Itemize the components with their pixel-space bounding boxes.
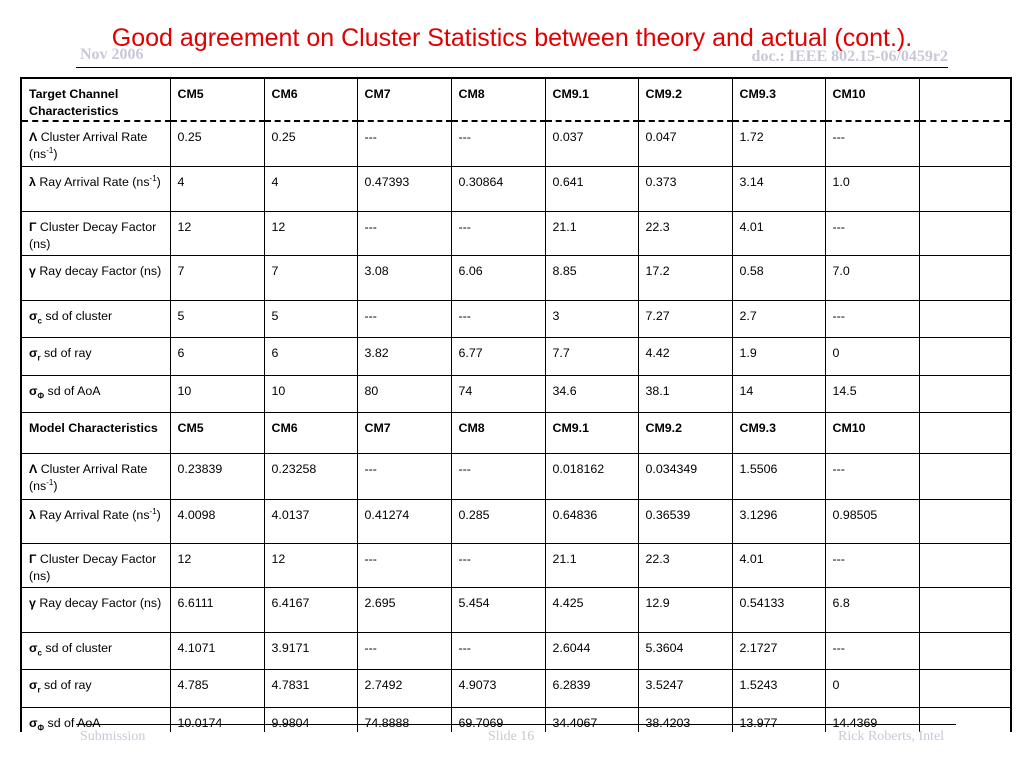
value-cell: 22.3 [638, 211, 732, 255]
value-cell: 5.3604 [638, 632, 732, 669]
value-cell: 74 [451, 375, 545, 412]
column-header-cell: CM9.3 [732, 78, 825, 121]
parameter-label: sd of AoA [44, 383, 101, 398]
column-header-cell: CM8 [451, 78, 545, 121]
parameter-symbol: Γ [29, 551, 37, 566]
value-cell: 17.2 [638, 255, 732, 300]
value-cell: 12 [264, 543, 357, 587]
value-cell: --- [357, 453, 451, 499]
value-cell: 0 [825, 337, 919, 375]
value-cell: 5 [264, 300, 357, 337]
table-row [21, 211, 1011, 255]
value-cell: 12 [170, 211, 264, 255]
value-cell: --- [451, 543, 545, 587]
parameter-symbol: σ [29, 308, 38, 323]
value-cell: 22.3 [638, 543, 732, 587]
row-label-cell [21, 211, 170, 255]
value-cell: 7.0 [825, 255, 919, 300]
value-cell: 0.41274 [357, 499, 451, 543]
value-cell: 9.9804 [264, 707, 357, 732]
row-label-cell [21, 707, 170, 732]
value-cell: --- [357, 121, 451, 166]
value-cell [919, 121, 1011, 166]
value-cell: --- [357, 211, 451, 255]
value-cell: 0.037 [545, 121, 638, 166]
value-cell: 0.373 [638, 166, 732, 211]
value-cell: 14 [732, 375, 825, 412]
value-cell: 14.4369 [825, 707, 919, 732]
row-label-cell [21, 669, 170, 707]
footer-author: Rick Roberts, Intel [838, 729, 945, 744]
column-header-cell: CM10 [825, 412, 919, 453]
parameter-subscript: Φ [37, 722, 45, 732]
value-cell: 5 [170, 300, 264, 337]
value-cell: 4.42 [638, 337, 732, 375]
parameter-subscript: c [37, 647, 42, 657]
value-cell: 4.425 [545, 587, 638, 632]
unit-close: ) [156, 174, 161, 189]
value-cell: 10 [170, 375, 264, 412]
row-label-cell [21, 453, 170, 499]
value-cell: 69.7069 [451, 707, 545, 732]
parameter-subscript: r [37, 684, 41, 694]
value-cell: --- [357, 543, 451, 587]
value-cell: 6.4167 [264, 587, 357, 632]
value-cell: 7.7 [545, 337, 638, 375]
value-cell: 0.98505 [825, 499, 919, 543]
parameter-subscript: c [37, 315, 42, 325]
unit-close: ) [53, 147, 58, 161]
unit-exponent: -1 [149, 506, 157, 516]
row-label-cell [21, 375, 170, 412]
value-cell: 0.018162 [545, 453, 638, 499]
value-cell: 3.5247 [638, 669, 732, 707]
value-cell: 12.9 [638, 587, 732, 632]
table-row [21, 543, 1011, 587]
value-cell: 1.72 [732, 121, 825, 166]
value-cell: 38.1 [638, 375, 732, 412]
value-cell: 4.785 [170, 669, 264, 707]
value-cell: 6.8 [825, 587, 919, 632]
value-cell: 0.047 [638, 121, 732, 166]
row-label-cell [21, 337, 170, 375]
table-row [21, 632, 1011, 669]
value-cell: 6.77 [451, 337, 545, 375]
value-cell [919, 669, 1011, 707]
value-cell: 0 [825, 669, 919, 707]
section-header-row [21, 412, 1011, 453]
table-row [21, 121, 1011, 166]
value-cell: 0.034349 [638, 453, 732, 499]
table-row [21, 453, 1011, 499]
table-row [21, 587, 1011, 632]
parameter-symbol: γ [29, 595, 36, 610]
parameter-label: sd of ray [40, 677, 92, 692]
unit-exponent: -1 [46, 145, 54, 155]
column-header-cell [919, 78, 1011, 121]
value-cell: 6.6111 [170, 587, 264, 632]
row-label-cell: Model Characteristics [21, 412, 170, 453]
value-cell: 4.01 [732, 211, 825, 255]
unit-close: ) [53, 478, 58, 493]
value-cell: 0.23258 [264, 453, 357, 499]
column-header-cell: CM9.1 [545, 78, 638, 121]
value-cell: 34.4067 [545, 707, 638, 732]
value-cell: 3 [545, 300, 638, 337]
value-cell: 7 [264, 255, 357, 300]
value-cell: 6 [170, 337, 264, 375]
value-cell: 6 [264, 337, 357, 375]
footer-submission: Submission [80, 729, 146, 744]
value-cell [919, 300, 1011, 337]
column-header-cell: CM6 [264, 412, 357, 453]
value-cell: 0.285 [451, 499, 545, 543]
value-cell: 21.1 [545, 211, 638, 255]
value-cell: 7 [170, 255, 264, 300]
unit-exponent: -1 [149, 173, 157, 183]
column-header-cell: CM10 [825, 78, 919, 121]
value-cell: 4.0098 [170, 499, 264, 543]
column-header-cell: CM5 [170, 412, 264, 453]
parameter-symbol: σ [29, 345, 38, 360]
column-header-cell: CM5 [170, 78, 264, 121]
value-cell: 80 [357, 375, 451, 412]
value-cell: 38.4203 [638, 707, 732, 732]
row-label-cell [21, 499, 170, 543]
value-cell [919, 255, 1011, 300]
value-cell: 12 [170, 543, 264, 587]
table-row [21, 499, 1011, 543]
parameter-label: Ray Arrival Rate (ns [35, 507, 150, 522]
row-label-cell [21, 121, 170, 166]
value-cell [919, 587, 1011, 632]
parameter-symbol: Λ [29, 461, 38, 476]
value-cell: --- [825, 211, 919, 255]
value-cell: --- [451, 632, 545, 669]
value-cell: 0.30864 [451, 166, 545, 211]
value-cell: 12 [264, 211, 357, 255]
value-cell: 3.14 [732, 166, 825, 211]
header-date: Nov 2006 [80, 46, 144, 63]
row-label-cell [21, 166, 170, 211]
value-cell: 2.1727 [732, 632, 825, 669]
value-cell: 1.5506 [732, 453, 825, 499]
value-cell: 3.9171 [264, 632, 357, 669]
value-cell: 3.1296 [732, 499, 825, 543]
unit-exponent: -1 [46, 477, 54, 487]
parameter-symbol: Γ [29, 219, 37, 234]
value-cell: 4.0137 [264, 499, 357, 543]
slide-title: Good agreement on Cluster Statistics between theory and actual (cont.). [111, 24, 913, 52]
value-cell: 2.7492 [357, 669, 451, 707]
column-header-cell: CM9.1 [545, 412, 638, 453]
unit-close: ) [156, 507, 161, 522]
table-row [21, 707, 1011, 732]
value-cell: 0.36539 [638, 499, 732, 543]
value-cell: --- [825, 543, 919, 587]
parameter-label: Cluster Arrival Rate (ns [29, 130, 148, 161]
value-cell: 2.695 [357, 587, 451, 632]
value-cell: --- [825, 121, 919, 166]
value-cell: 7.27 [638, 300, 732, 337]
value-cell [919, 453, 1011, 499]
value-cell: 13.977 [732, 707, 825, 732]
value-cell: 1.5243 [732, 669, 825, 707]
parameter-label: sd of ray [40, 345, 92, 360]
value-cell: 74.8888 [357, 707, 451, 732]
parameter-label: sd of cluster [41, 308, 113, 323]
parameter-symbol: λ [29, 507, 36, 522]
column-header-cell: CM9.2 [638, 412, 732, 453]
table-row [21, 337, 1011, 375]
value-cell: 10.0174 [170, 707, 264, 732]
value-cell: 2.6044 [545, 632, 638, 669]
table-header-row [21, 78, 1011, 121]
table-body [21, 78, 1011, 732]
value-cell: 21.1 [545, 543, 638, 587]
value-cell: 0.641 [545, 166, 638, 211]
column-header-cell: CM9.2 [638, 78, 732, 121]
parameter-symbol: γ [29, 263, 36, 278]
value-cell: 0.23839 [170, 453, 264, 499]
table-row [21, 300, 1011, 337]
table-row [21, 669, 1011, 707]
value-cell [919, 211, 1011, 255]
column-header-cell: CM7 [357, 78, 451, 121]
value-cell: 0.25 [170, 121, 264, 166]
row-label-cell [21, 632, 170, 669]
column-header-cell: CM6 [264, 78, 357, 121]
column-header-cell: CM8 [451, 412, 545, 453]
table-row [21, 375, 1011, 412]
value-cell: --- [357, 632, 451, 669]
parameter-symbol: Λ [29, 130, 38, 144]
column-header-cell: CM9.3 [732, 412, 825, 453]
value-cell [919, 707, 1011, 732]
value-cell: 2.7 [732, 300, 825, 337]
value-cell: 14.5 [825, 375, 919, 412]
header-rule [76, 67, 948, 68]
value-cell: 4 [264, 166, 357, 211]
parameter-label: Cluster Decay Factor (ns) [29, 219, 157, 251]
parameter-subscript: Φ [37, 390, 45, 400]
value-cell: --- [357, 300, 451, 337]
value-cell: 4.9073 [451, 669, 545, 707]
value-cell: 0.54133 [732, 587, 825, 632]
value-cell: 4.01 [732, 543, 825, 587]
value-cell: 4.7831 [264, 669, 357, 707]
column-header-cell: CM7 [357, 412, 451, 453]
value-cell: 1.0 [825, 166, 919, 211]
parameter-symbol: λ [29, 174, 36, 189]
row-label-cell [21, 543, 170, 587]
parameter-label: Ray Arrival Rate (ns [35, 174, 150, 189]
value-cell: --- [451, 453, 545, 499]
parameter-label: Ray decay Factor (ns) [35, 263, 162, 278]
parameter-label: Ray decay Factor (ns) [35, 595, 162, 610]
footer-slide-number: Slide 16 [488, 729, 535, 744]
value-cell: 5.454 [451, 587, 545, 632]
value-cell: 0.47393 [357, 166, 451, 211]
cluster-statistics-table [20, 77, 1012, 732]
value-cell: 3.08 [357, 255, 451, 300]
row-label-cell [21, 587, 170, 632]
value-cell [919, 543, 1011, 587]
value-cell: --- [451, 121, 545, 166]
row-label-cell [21, 300, 170, 337]
header-doc-number: doc.: IEEE 802.15-06/0459r2 [751, 48, 948, 65]
value-cell [919, 499, 1011, 543]
value-cell: 10 [264, 375, 357, 412]
value-cell: 8.85 [545, 255, 638, 300]
value-cell: --- [825, 632, 919, 669]
value-cell: 4 [170, 166, 264, 211]
value-cell: 34.6 [545, 375, 638, 412]
value-cell: --- [451, 211, 545, 255]
value-cell [919, 375, 1011, 412]
value-cell: 4.1071 [170, 632, 264, 669]
column-header-cell [919, 412, 1011, 453]
parameter-label: sd of AoA [44, 715, 101, 730]
parameter-symbol: σ [29, 640, 38, 655]
value-cell: --- [825, 300, 919, 337]
value-cell [919, 166, 1011, 211]
value-cell: 1.9 [732, 337, 825, 375]
value-cell: --- [825, 453, 919, 499]
parameter-subscript: r [37, 352, 41, 362]
parameter-label: Cluster Arrival Rate (ns [29, 461, 148, 493]
value-cell [919, 337, 1011, 375]
table-row [21, 166, 1011, 211]
parameter-label: Cluster Decay Factor (ns) [29, 551, 157, 583]
value-cell: --- [451, 300, 545, 337]
value-cell: 3.82 [357, 337, 451, 375]
parameter-label: sd of cluster [41, 640, 113, 655]
footer-rule [76, 724, 956, 725]
value-cell: 0.25 [264, 121, 357, 166]
value-cell: 0.58 [732, 255, 825, 300]
value-cell: 6.06 [451, 255, 545, 300]
parameter-symbol: σ [29, 677, 38, 692]
row-label-cell: Target Channel Characteristics [21, 78, 170, 121]
row-label-cell [21, 255, 170, 300]
value-cell: 6.2839 [545, 669, 638, 707]
parameter-symbol: σ [29, 383, 38, 398]
value-cell: 0.64836 [545, 499, 638, 543]
table-row [21, 255, 1011, 300]
parameter-symbol: σ [29, 715, 38, 730]
value-cell [919, 632, 1011, 669]
